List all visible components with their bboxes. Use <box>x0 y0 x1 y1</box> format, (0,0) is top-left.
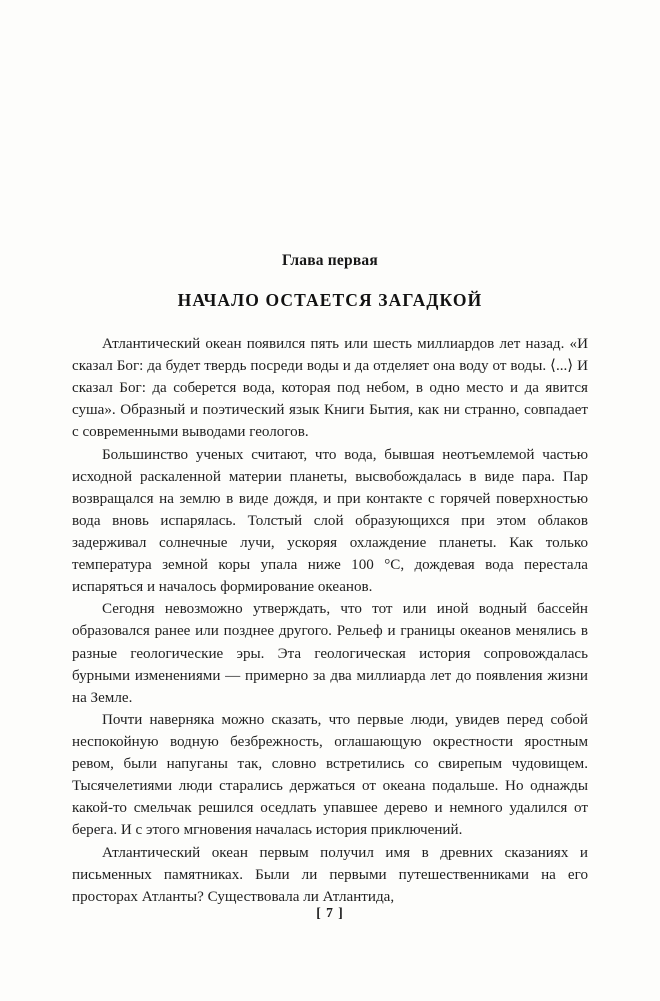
page-number: [ 7 ] <box>316 905 344 920</box>
paragraph: Атлантический океан первым получил имя в древних сказаниях и письменных памятниках. Были ли первыми путешественниками на его просторах Атланты? Существовала ли Атлантида, <box>72 844 588 905</box>
page-text-block <box>72 252 588 908</box>
paragraph: Большинство ученых считают, что вода, бывшая неотъемлемой частью исходной раскаленной материи планеты, высвобождалась в виде пара. Пар возвращался на землю в виде дождя, и при контакте с горячей поверхностью вода вновь испарялась. Толстый слой образующихся при этом облаков задерживал солнечные лучи, ускоряя охлаждение планеты. Как только температура земной коры упала ниже 100 °C, дождевая вода перестала испаряться и началось формирование океанов. <box>72 446 588 596</box>
paragraph: Сегодня невозможно утверждать, что тот или иной водный бассейн образовался ранее или позднее другого. Рельеф и границы океанов менялись в разные геологические эры. Эта геологическая история сопровождалась бурными изменениями — примерно за два миллиарда лет до появления жизни на Земле. <box>72 601 588 706</box>
paragraph: Почти наверняка можно сказать, что первые люди, увидев перед собой неспокойную водную безбрежность, оглашающую окрестности яростным ревом, были напуганы так, словно встретились со свирепым чудовищем. Тысячелетиями люди старались держаться от океана подальше. Но однажды какой-то смельчак решился оседлать упавшее дерево и немного удалился от берега. И с этого мгновения началась история приключений. <box>72 711 588 839</box>
chapter-label: Глава первая <box>282 252 378 269</box>
paragraph: Атлантический океан появился пять или шесть миллиардов лет назад. «И сказал Бог: да будет твердь посреди воды и да отделяет она воду от воды. ⟨...⟩ И сказал Бог: да соберется вода, которая под небом, в одно место и да явится суша». Образный и поэтический язык Книги Бытия, как ни странно, совпадает с современными выводами геологов. <box>72 336 588 441</box>
page-title: НАЧАЛО ОСТАЕТСЯ ЗАГАДКОЙ <box>177 290 483 310</box>
